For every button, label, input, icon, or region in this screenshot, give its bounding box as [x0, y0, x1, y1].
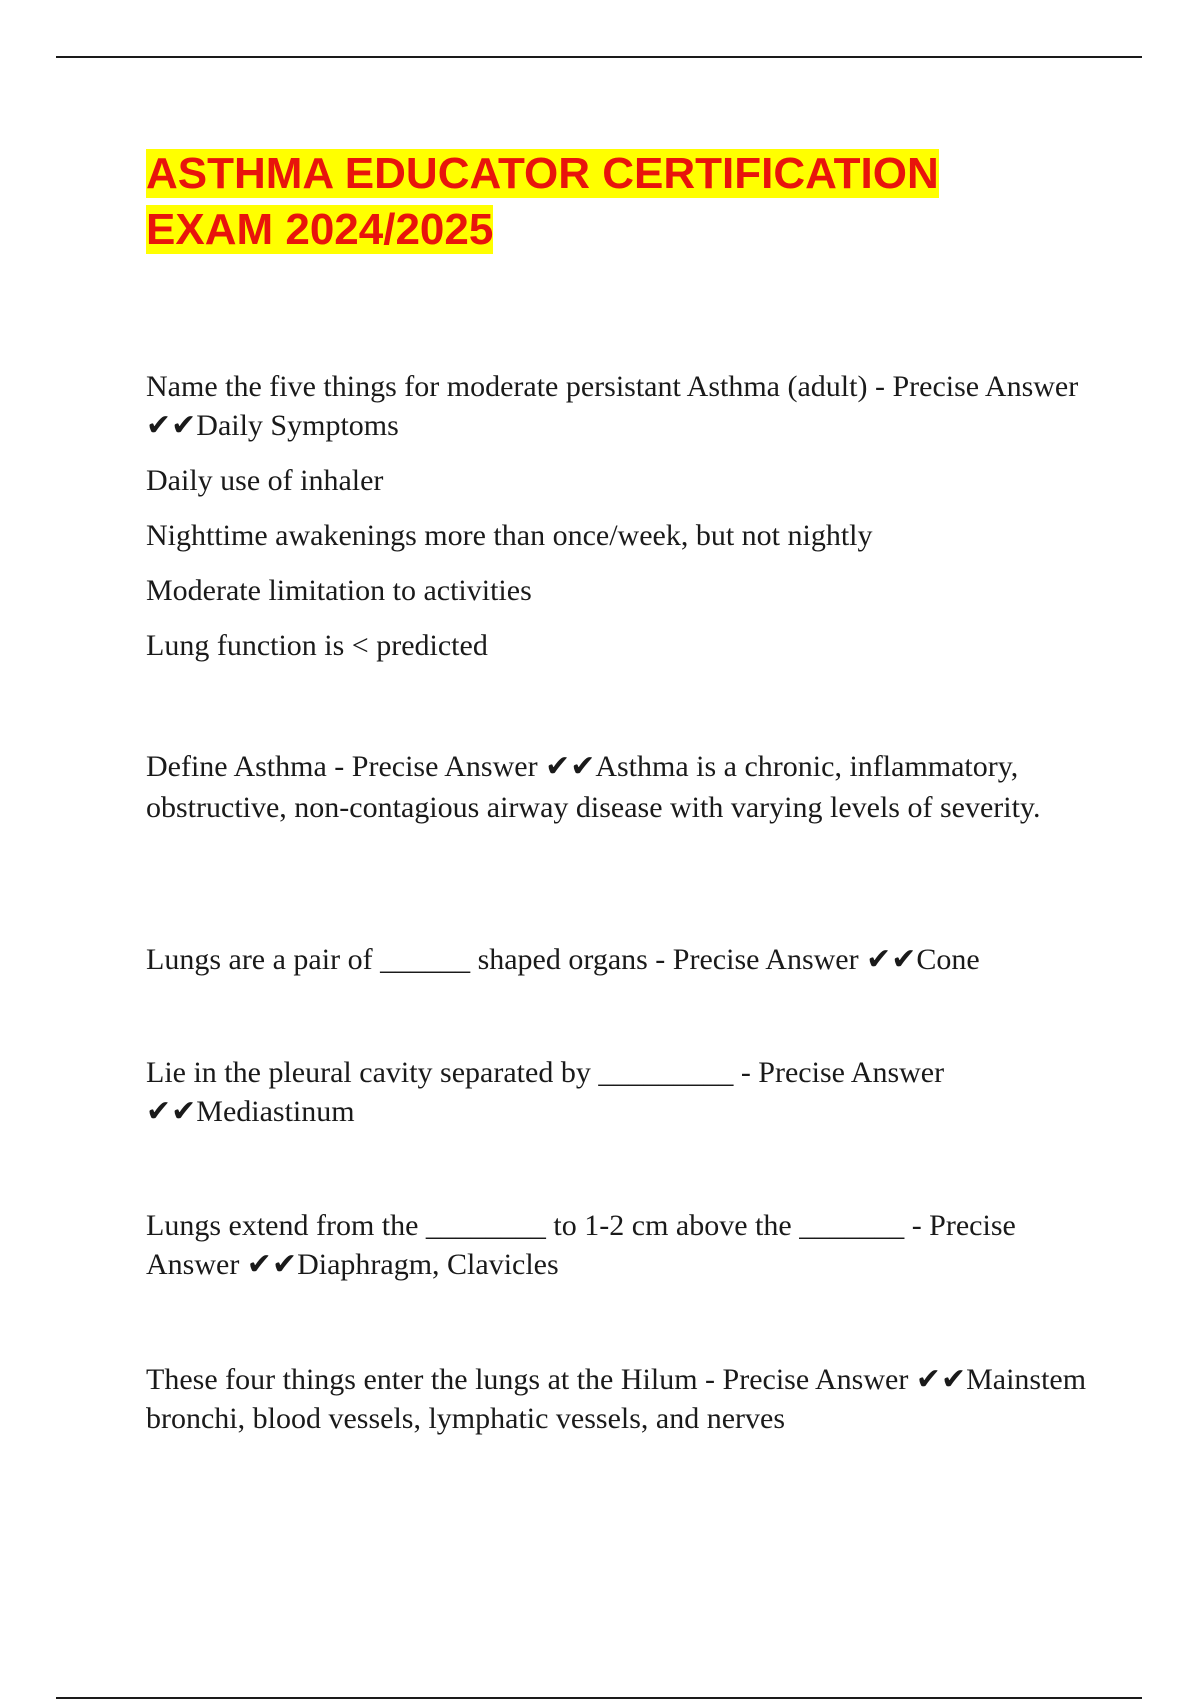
question-3-text: Lungs are a pair of ______ shaped organs - Precise Answer ✔✔Cone — [146, 943, 980, 976]
question-1-text: Name the five things for moderate persistant Asthma (adult) - Precise Answer ✔✔Daily Symptoms — [146, 370, 1079, 442]
question-5-text: Lungs extend from the ________ to 1-2 cm above the _______ - Precise Answer ✔✔Diaphragm, Clavicles — [146, 1209, 1016, 1281]
question-4-text: Lie in the pleural cavity separated by _________ - Precise Answer ✔✔Mediastinum — [146, 1056, 945, 1128]
question-block-1 — [146, 367, 1106, 665]
title-line-1: ASTHMA EDUCATOR CERTIFICATION — [146, 149, 939, 198]
answer-item: Moderate limitation to activities — [146, 574, 532, 607]
question-6-text: These four things enter the lungs at the Hilum - Precise Answer ✔✔Mainstem bronchi, blood vessels, lymphatic vessels, and nerves — [146, 1363, 1087, 1435]
question-block-2 — [146, 746, 1106, 828]
answer-item: Daily use of inhaler — [146, 464, 384, 497]
bottom-rule — [56, 1697, 1142, 1699]
answer-item: Lung function is < predicted — [146, 629, 488, 662]
question-block-4 — [146, 1053, 1106, 1131]
question-2-text: Define Asthma - Precise Answer ✔✔Asthma is a chronic, inflammatory, obstructive, non-contagious airway disease with varying levels of severity. — [146, 750, 1041, 824]
document-title — [146, 146, 1046, 258]
title-line-2: EXAM 2024/2025 — [146, 205, 494, 254]
question-block-3 — [146, 940, 1106, 979]
question-block-6 — [146, 1360, 1106, 1438]
answer-item: Nighttime awakenings more than once/week, but not nightly — [146, 519, 873, 552]
top-rule — [56, 56, 1142, 58]
question-block-5 — [146, 1206, 1106, 1284]
